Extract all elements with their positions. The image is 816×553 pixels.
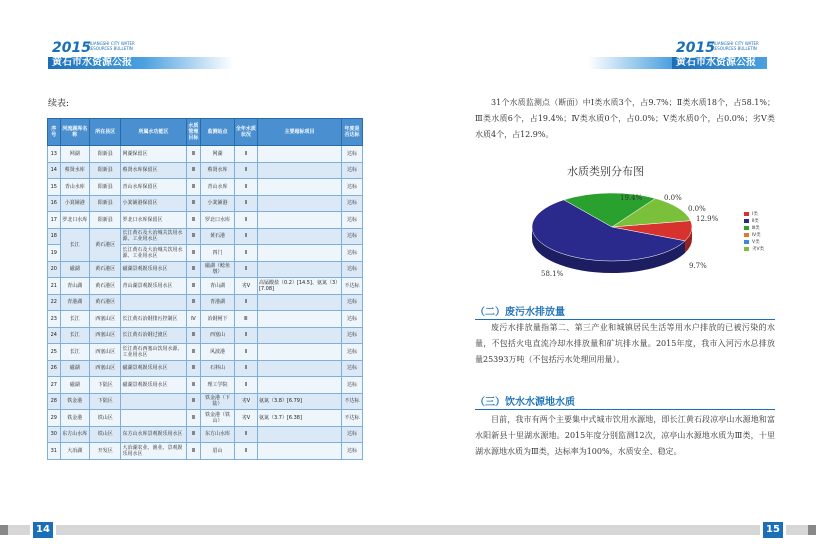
header-subtitle: HUANGSHI CITY WATER RESOURCES BULLETIN	[712, 41, 759, 51]
table-cell: Ⅱ	[234, 327, 257, 344]
table-cell: Ⅲ	[186, 212, 201, 229]
table-cell: Ⅲ	[186, 344, 201, 361]
table-cell: 30	[48, 426, 61, 443]
table-cell: 达标	[341, 311, 362, 328]
table-cell	[121, 294, 186, 311]
table-cell: 黄石港区	[89, 228, 121, 261]
table-cell: Ⅱ	[234, 344, 257, 361]
pie-value-label: 0.0%	[688, 205, 706, 213]
table-cell: 长江黄石冶钢排污控制区	[121, 311, 186, 328]
table-cell: Ⅱ	[234, 212, 257, 229]
table-cell: Ⅲ	[186, 261, 201, 278]
table-cell: Ⅱ	[234, 360, 257, 377]
legend-label: Ⅱ类	[752, 219, 759, 224]
table-cell: 长江黄石及大冶城关饮用水源、工业用水区	[121, 228, 186, 245]
section-title-drinking: （三）饮水水源地水质	[475, 397, 575, 408]
table-cell	[257, 146, 341, 163]
table-row	[48, 261, 363, 278]
legend-item	[744, 239, 764, 246]
table-row	[48, 377, 363, 394]
table-cell: 达标	[341, 245, 362, 262]
col-header: 监测站点	[201, 119, 235, 146]
table-cell: 蔡贤水库	[201, 162, 235, 179]
table-cell: 阳新县	[89, 146, 121, 163]
table-cell: 长江	[60, 228, 89, 261]
footer-stripe	[408, 525, 760, 535]
table-cell: 眉山	[201, 443, 235, 460]
table-row	[48, 212, 363, 229]
table-cell: 下陆区	[89, 393, 121, 410]
table-cell: 青山水库保留区	[121, 179, 186, 196]
table-cell: Ⅱ	[234, 228, 257, 245]
table-row	[48, 360, 363, 377]
table-cell: 小箕铺港	[201, 195, 235, 212]
table-cell: 29	[48, 410, 61, 427]
footer-stripe	[56, 525, 408, 535]
table-cell: 磁湖	[60, 261, 89, 278]
legend-label: Ⅲ类	[752, 226, 760, 231]
pie-value-label: 9.7%	[689, 262, 707, 270]
table-cell: Ⅱ	[234, 146, 257, 163]
table-cell: 28	[48, 393, 61, 410]
footer-edge	[808, 525, 816, 535]
water-quality-table	[47, 118, 363, 460]
table-cell: Ⅲ	[186, 327, 201, 344]
table-cell: 磁湖	[60, 360, 89, 377]
table-cell: 黄石港区	[89, 261, 121, 278]
table-row	[48, 146, 363, 163]
table-cell: 达标	[341, 195, 362, 212]
table-cell: 青港湖	[60, 294, 89, 311]
table-cell: 开发区	[89, 443, 121, 460]
table-row	[48, 195, 363, 212]
header-year: 2015	[52, 40, 91, 56]
table-cell: 蔡贤水库	[60, 162, 89, 179]
section-underline	[475, 409, 775, 410]
table-cell	[121, 393, 186, 410]
table-cell	[257, 162, 341, 179]
table-cell: 石料山	[201, 360, 235, 377]
table-cell: Ⅳ	[186, 311, 201, 328]
table-cell: 磁湖景观娱乐用水区	[121, 360, 186, 377]
table-cell: 达标	[341, 146, 362, 163]
header-fade	[588, 57, 672, 69]
legend-label: 劣Ⅴ类	[752, 247, 765, 252]
table-row	[48, 410, 363, 427]
col-header: 河流湖库名称	[60, 119, 89, 146]
table-cell: Ⅱ	[234, 426, 257, 443]
chart-legend	[744, 211, 764, 253]
table-cell: 不达标	[341, 393, 362, 410]
legend-swatch	[744, 212, 749, 216]
table-cell: 风波港	[201, 344, 235, 361]
table-cell: 青山湖	[60, 278, 89, 295]
table-cell: Ⅲ	[186, 162, 201, 179]
table-cell: Ⅲ	[186, 443, 201, 460]
table-cell: 青山湖景观娱乐用水区	[121, 278, 186, 295]
header-title: 黄石市水资源公报	[676, 57, 756, 68]
table-cell: 铁金港	[60, 393, 89, 410]
table-body	[48, 146, 363, 460]
table-cell: 达标	[341, 294, 362, 311]
table-cell: 青山湖	[201, 278, 235, 295]
table-cell: 东方山水库景观娱乐用水区	[121, 426, 186, 443]
left-footer	[0, 522, 408, 538]
table-cell	[257, 179, 341, 196]
continued-label: 续表:	[48, 99, 70, 109]
table-cell: Ⅲ	[186, 393, 201, 410]
table-cell: 黄石港	[201, 228, 235, 245]
table-cell	[257, 360, 341, 377]
table-cell: 达标	[341, 443, 362, 460]
table-cell: 13	[48, 146, 61, 163]
table-cell: 23	[48, 311, 61, 328]
header-title: 黄石市水资源公报	[52, 57, 132, 68]
col-header: 所属水功能区	[121, 119, 186, 146]
table-cell: 网湖	[60, 146, 89, 163]
table-cell: 达标	[341, 344, 362, 361]
table-cell: 东方山水库	[201, 426, 235, 443]
table-row	[48, 393, 363, 410]
table-cell: 罗北口水库保留区	[121, 212, 186, 229]
table-cell: Ⅲ	[234, 311, 257, 328]
table-cell: 16	[48, 195, 61, 212]
table-cell: 25	[48, 344, 61, 361]
table-cell	[257, 377, 341, 394]
legend-label: Ⅳ类	[752, 233, 761, 238]
table-row	[48, 162, 363, 179]
table-cell: 阳新县	[89, 179, 121, 196]
table-cell: Ⅱ	[234, 294, 257, 311]
table-cell: 西塞山区	[89, 344, 121, 361]
table-cell: Ⅲ	[186, 410, 201, 427]
table-cell: 磁湖	[60, 377, 89, 394]
table-cell: 劣Ⅴ	[234, 393, 257, 410]
table-cell: 网湖	[201, 146, 235, 163]
table-cell	[257, 261, 341, 278]
legend-item	[744, 232, 764, 239]
table-cell: 铁金港（下陆）	[201, 393, 235, 410]
table-cell: 罗北口水库	[201, 212, 235, 229]
table-cell: Ⅲ	[186, 294, 201, 311]
table-cell: 阳新县	[89, 195, 121, 212]
table-cell: Ⅲ	[186, 278, 201, 295]
legend-swatch	[744, 219, 749, 223]
legend-label: Ⅴ类	[752, 240, 760, 245]
table-cell: 27	[48, 377, 61, 394]
pie-value-label: 0.0%	[664, 194, 682, 202]
table-cell: 西塞山区	[89, 311, 121, 328]
right-header	[408, 40, 816, 70]
table-cell: 19	[48, 245, 61, 262]
table-cell: Ⅲ	[186, 377, 201, 394]
legend-swatch	[744, 247, 749, 251]
table-row	[48, 228, 363, 245]
page-number: 15	[763, 522, 783, 538]
table-header-row	[48, 119, 363, 146]
legend-label: Ⅰ类	[752, 212, 758, 217]
table-cell: Ⅱ	[234, 179, 257, 196]
legend-swatch	[744, 240, 749, 244]
legend-item	[744, 211, 764, 218]
table-cell: 阳新县	[89, 212, 121, 229]
table-row	[48, 294, 363, 311]
chart-title: 水质类别分布图	[567, 165, 644, 178]
table-cell: 24	[48, 327, 61, 344]
table-cell: 达标	[341, 261, 362, 278]
table-cell: 西塞山区	[89, 327, 121, 344]
page-number: 14	[33, 522, 53, 538]
table-cell: 小箕铺港	[60, 195, 89, 212]
table-cell: Ⅲ	[186, 228, 201, 245]
table-cell: 31	[48, 443, 61, 460]
table-cell: 铁金港（铁山）	[201, 410, 235, 427]
table-cell: 黄石港区	[89, 294, 121, 311]
header-fade	[143, 57, 233, 69]
table-cell: 氨氮（3.7）[6.38]	[257, 410, 341, 427]
table-cell: 劣Ⅴ	[234, 278, 257, 295]
table-cell: 不达标	[341, 410, 362, 427]
table-cell: 冶钢闸下	[201, 311, 235, 328]
table-cell: Ⅲ	[186, 426, 201, 443]
table-cell: 大冶湖	[60, 443, 89, 460]
table-cell: 铁山区	[89, 410, 121, 427]
header-subtitle: HUANGSHI CITY WATER RESOURCES BULLETIN	[88, 41, 135, 51]
table-cell: Ⅱ	[234, 261, 257, 278]
legend-item	[744, 246, 764, 253]
legend-swatch	[744, 233, 749, 237]
table-cell: 20	[48, 261, 61, 278]
table-cell: 大冶湖农业、渔业、景观娱乐用水区	[121, 443, 186, 460]
table-cell: 铁山区	[89, 426, 121, 443]
table-cell: Ⅱ	[234, 377, 257, 394]
header-year: 2015	[676, 40, 715, 56]
col-header: 主要超标项目	[257, 119, 341, 146]
table-cell: 阳新县	[89, 162, 121, 179]
table-cell: 长江黄石及大冶城关饮用水源、工业用水区	[121, 245, 186, 262]
table-row	[48, 344, 363, 361]
table-cell: 17	[48, 212, 61, 229]
table-cell: Ⅱ	[234, 162, 257, 179]
pie-value-label: 12.9%	[696, 215, 719, 223]
table-cell: 长江	[60, 327, 89, 344]
table-cell: 西塞山区	[89, 360, 121, 377]
right-footer	[408, 522, 816, 538]
table-cell	[257, 443, 341, 460]
table-cell: 长江	[60, 344, 89, 361]
table-cell	[257, 245, 341, 262]
table-cell: 长江黄石西塞山饮用水源、工业用水区	[121, 344, 186, 361]
table-cell: 长江黄石冶钢过渡区	[121, 327, 186, 344]
table-cell: 磁湖景观娱乐用水区	[121, 377, 186, 394]
table-cell	[257, 195, 341, 212]
table-cell: Ⅲ	[186, 179, 201, 196]
table-cell: 劣Ⅴ	[234, 410, 257, 427]
section-title-wastewater: （二）废污水排放量	[475, 307, 565, 318]
table-cell	[257, 426, 341, 443]
table-cell: Ⅱ	[234, 245, 257, 262]
footer-edge	[0, 525, 8, 535]
table-cell: 22	[48, 294, 61, 311]
table-cell: 网湖保留区	[121, 146, 186, 163]
pie-value-label: 19.4%	[620, 194, 643, 202]
table-cell	[257, 294, 341, 311]
table-cell: 高锰酸盐（0.2）[14.5]、氨氮（3）[7.08]	[257, 278, 341, 295]
table-cell: 达标	[341, 426, 362, 443]
table-cell: 达标	[341, 228, 362, 245]
table-cell	[121, 410, 186, 427]
wastewater-paragraph: 废污水排放量指第二、第三产业和城镇居民生活等用水户排放的已被污染的水量，不包括火电直流冷却水排放量和矿坑排水量。2015年度，我市入河污水总排放量25393万吨（不包括污水处理回用量）。	[475, 323, 775, 364]
table-cell: 西塞山	[201, 327, 235, 344]
table-cell	[257, 228, 341, 245]
col-header: 年度是否达标	[341, 119, 362, 146]
table-cell: 达标	[341, 360, 362, 377]
left-header	[0, 40, 408, 70]
legend-swatch	[744, 226, 749, 230]
table-cell: 磁湖（鲶鱼墩）	[201, 261, 235, 278]
table-cell: 达标	[341, 212, 362, 229]
table-cell: 黄石港区	[89, 278, 121, 295]
table-cell: 青港湖	[201, 294, 235, 311]
table-cell: 达标	[341, 377, 362, 394]
table-row	[48, 278, 363, 295]
col-header: 水质管理目标	[186, 119, 201, 146]
table-row	[48, 426, 363, 443]
table-cell	[257, 311, 341, 328]
table-cell: 21	[48, 278, 61, 295]
table-cell: Ⅱ	[234, 195, 257, 212]
legend-item	[744, 225, 764, 232]
table-cell: Ⅲ	[186, 360, 201, 377]
table-cell: 青山水库	[201, 179, 235, 196]
col-header: 序号	[48, 119, 61, 146]
table-cell: 长江	[60, 311, 89, 328]
table-cell: Ⅱ	[234, 443, 257, 460]
table-cell: 理工学院	[201, 377, 235, 394]
table-cell	[257, 327, 341, 344]
table-cell: 达标	[341, 327, 362, 344]
table-cell: 14	[48, 162, 61, 179]
table-cell: 15	[48, 179, 61, 196]
col-header: 全年水质状况	[234, 119, 257, 146]
table-cell	[257, 212, 341, 229]
table-cell: Ⅲ	[186, 245, 201, 262]
table-cell: 小箕铺港保留区	[121, 195, 186, 212]
table-row	[48, 443, 363, 460]
table-cell: 18	[48, 228, 61, 245]
table-row	[48, 311, 363, 328]
table-cell: 磁湖景观娱乐用水区	[121, 261, 186, 278]
table-cell: 铁金港	[60, 410, 89, 427]
table-cell: 罗北口水库	[60, 212, 89, 229]
table-row	[48, 179, 363, 196]
intro-paragraph: 31个水质监测点（断面）中Ⅰ类水质3个，占9.7%；Ⅱ类水质18个，占58.1%；Ⅲ类水质6个，占19.4%；Ⅳ类水质0个，占0.0%；Ⅴ类水质0个，占0.0%；劣Ⅴ类水质4个，占12.9%。	[475, 98, 775, 139]
table-cell: 东方山水库	[60, 426, 89, 443]
table-cell: 青山水库	[60, 179, 89, 196]
table-cell: 达标	[341, 179, 362, 196]
table-cell: Ⅲ	[186, 146, 201, 163]
table-cell: 不达标	[341, 278, 362, 295]
legend-item	[744, 218, 764, 225]
table-cell: Ⅲ	[186, 195, 201, 212]
drinking-paragraph: 目前，我市有两个主要集中式城市饮用水源地，即长江黄石段凉亭山水源地和富水阳新县十里湖水源地。2015年度分别监测12次，凉亭山水源地水质为Ⅲ类，十里湖水源地水质为Ⅲ类，达标率为100%，水质安全、稳定。	[475, 415, 775, 456]
table-cell: 四门	[201, 245, 235, 262]
table-cell: 下陆区	[89, 377, 121, 394]
table-cell: 蔡贤水库保留区	[121, 162, 186, 179]
pie-value-label: 58.1%	[541, 270, 564, 278]
table-row	[48, 327, 363, 344]
table-cell: 26	[48, 360, 61, 377]
table-cell	[257, 344, 341, 361]
table-cell: 达标	[341, 162, 362, 179]
col-header: 所在县区	[89, 119, 121, 146]
table-cell: 氨氮（3.8）[6.79]	[257, 393, 341, 410]
